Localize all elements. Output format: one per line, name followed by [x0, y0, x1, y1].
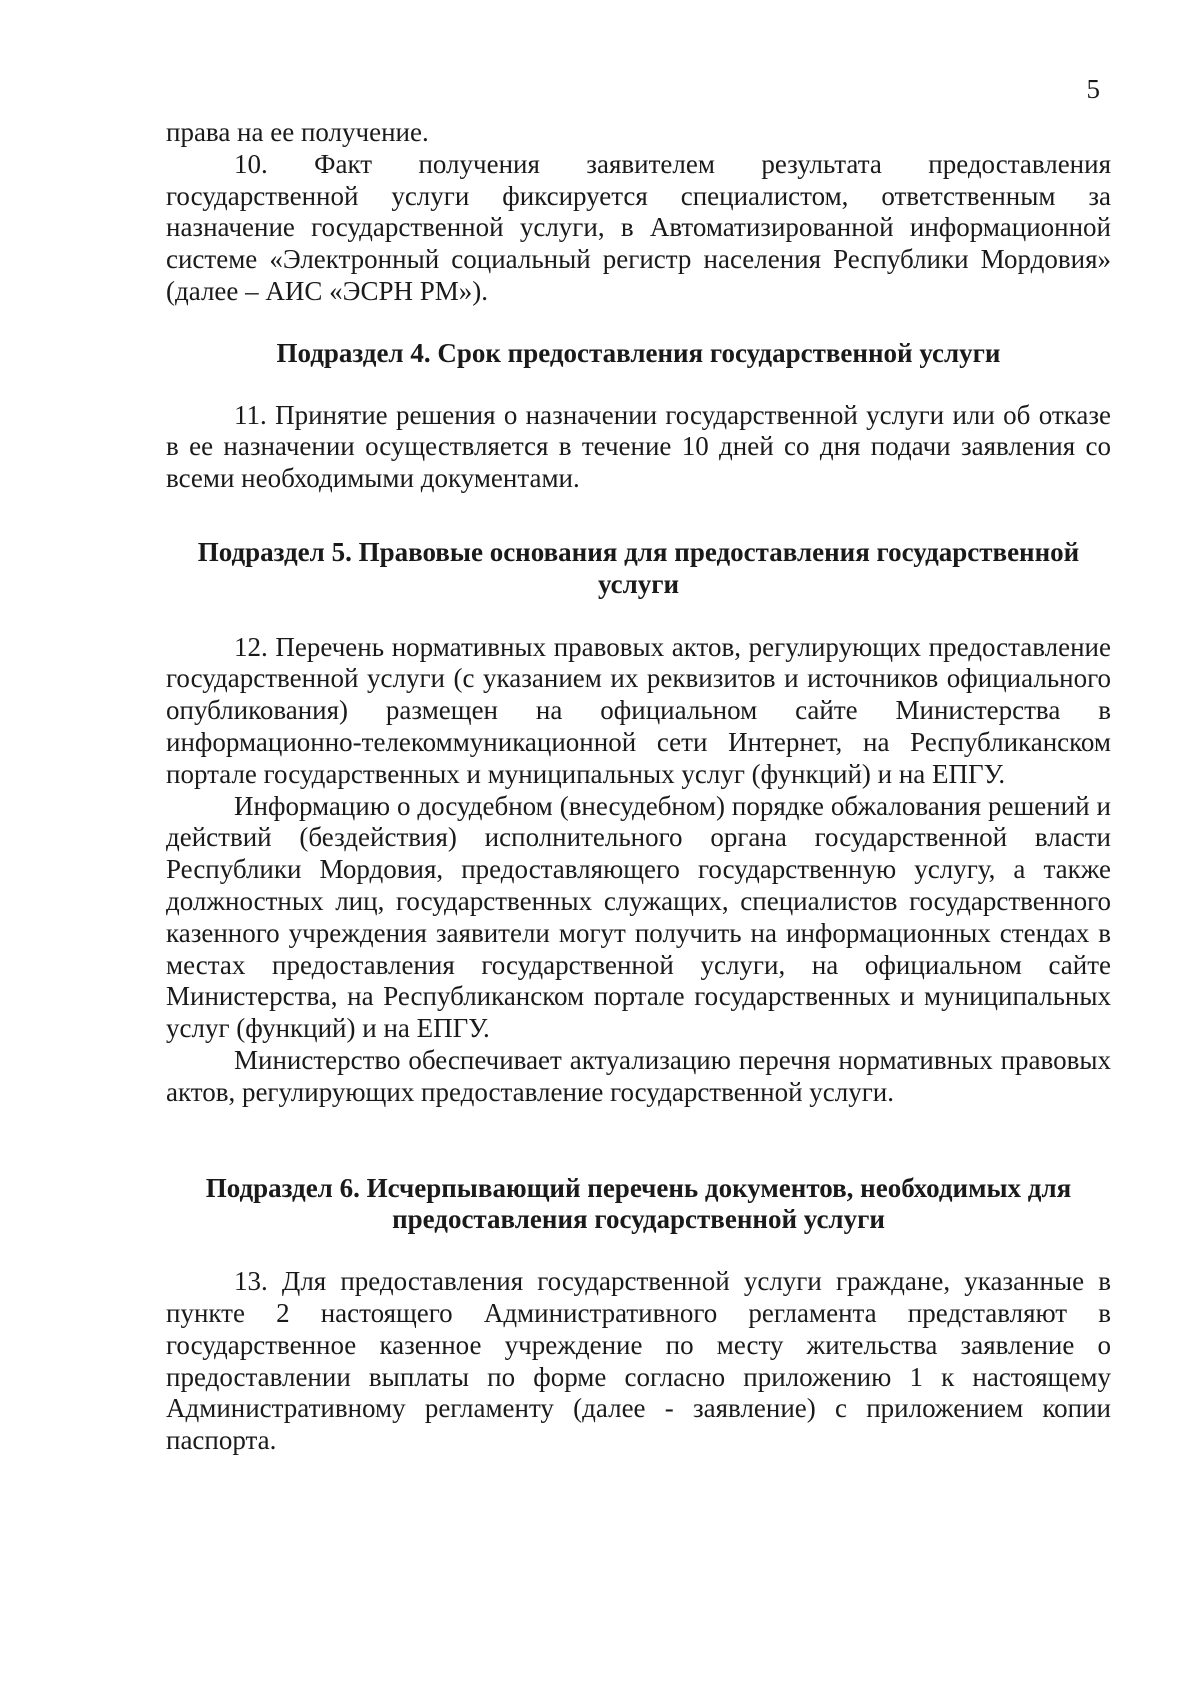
paragraph-12-info: Информацию о досудебном (внесудебном) порядке обжалования решений и действий (бездействия) исполнительного органа государственной власти Республики Мордовия, предоставляющего государственную услугу, а также должностных лиц, государственных служащих, специалистов государственного казенного учреждения заявители могут получить на информационных стендах в местах предоставления государственной услуги, на официальном сайте Министерства, на Республиканском портале государственных и муниципальных услуг (функций) и на ЕПГУ. — [166, 790, 1111, 1044]
paragraph-11: 11. Принятие решения о назначении государственной услуги или об отказе в ее назначении осуществляется в течение 10 дней со дня подачи заявления со всеми необходимыми документами. — [166, 399, 1111, 494]
heading-subsection-4: Подраздел 4. Срок предоставления государственной услуги — [276, 337, 1001, 368]
page-number: 5 — [1086, 74, 1100, 104]
heading-subsection-6: Подраздел 6. Исчерпывающий перечень документов, необходимых для предоставления государственной услуги — [205, 1172, 1072, 1235]
paragraph-intro: права на ее получение. — [166, 117, 429, 147]
paragraph-12: 12. Перечень нормативных правовых актов, регулирующих предоставление государственной услуги (с указанием их реквизитов и источников официального опубликования) размещен на официальном сайте Министерства в информационно-телекоммуникационной сети Интернет, на Республиканском портале государственных и муниципальных услуг (функций) и на ЕПГУ. — [166, 631, 1111, 789]
paragraph-12-ministry: Министерство обеспечивает актуализацию перечня нормативных правовых актов, регулирующих предоставление государственной услуги. — [166, 1044, 1111, 1107]
heading-subsection-5: Подраздел 5. Правовые основания для предоставления государственной услуги — [197, 536, 1080, 599]
paragraph-13: 13. Для предоставления государственной услуги граждане, указанные в пункте 2 настоящего Административного регламента представляют в государственное казенное учреждение по месту жительства заявление о предоставлении выплаты по форме согласно приложению 1 к настоящему Административному регламенту (далее - заявление) с приложением копии паспорта. — [166, 1266, 1111, 1456]
document-body — [166, 117, 1111, 1457]
paragraph-10: 10. Факт получения заявителем результата предоставления государственной услуги фиксируется специалистом, ответственным за назначение государственной услуги, в Автоматизированной информационной системе «Электронный социальный регистр населения Республики Мордовия» (далее – АИС «ЭСРН РМ»). — [166, 148, 1111, 306]
